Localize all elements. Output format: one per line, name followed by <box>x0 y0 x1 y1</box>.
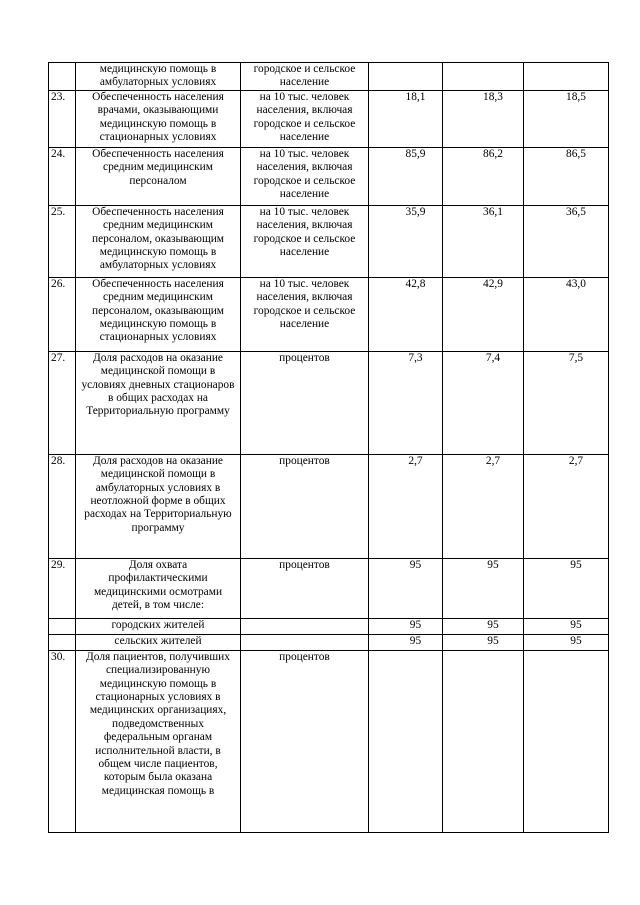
value-year-2 <box>443 650 524 832</box>
value-year-2: 2,7 <box>443 454 524 558</box>
table-row <box>49 147 609 205</box>
row-number: 24. <box>49 147 76 205</box>
value-year-3: 2,7 <box>524 454 609 558</box>
unit-of-measure <box>241 618 369 634</box>
unit-of-measure: процентов <box>241 558 369 618</box>
indicator-name: Обеспеченность населения средним медицинским персоналом, оказывающим медицинскую помощь в амбулаторных условиях <box>76 205 241 277</box>
table-row <box>49 618 609 634</box>
indicator-name: Доля расходов на оказание медицинской помощи в условиях дневных стационаров в общих расходах на Территориальную программу <box>76 351 241 454</box>
indicator-name: городских жителей <box>76 618 241 634</box>
value-year-2: 7,4 <box>443 351 524 454</box>
row-number <box>49 618 76 634</box>
indicator-name: Доля пациентов, получивших специализированную медицинскую помощь в стационарных условиях в медицинских организациях, подведомственных федеральным органам исполнительной власти, в общем числе пациентов, которым была оказана медицинская помощь в <box>76 650 241 832</box>
value-year-3: 7,5 <box>524 351 609 454</box>
value-year-2: 86,2 <box>443 147 524 205</box>
table-row <box>49 205 609 277</box>
unit-of-measure <box>241 634 369 650</box>
row-number: 28. <box>49 454 76 558</box>
table-row <box>49 351 609 454</box>
table-row <box>49 634 609 650</box>
value-year-1: 95 <box>369 634 443 650</box>
row-number: 30. <box>49 650 76 832</box>
indicator-name: сельских жителей <box>76 634 241 650</box>
value-year-1: 7,3 <box>369 351 443 454</box>
unit-of-measure: на 10 тыс. человек населения, включая городское и сельское население <box>241 205 369 277</box>
value-year-3: 18,5 <box>524 90 609 147</box>
table-row <box>49 454 609 558</box>
value-year-1: 18,1 <box>369 90 443 147</box>
indicator-name: Обеспеченность населения врачами, оказывающими медицинскую помощь в стационарных условиях <box>76 90 241 147</box>
value-year-2: 95 <box>443 618 524 634</box>
table-row <box>49 90 609 147</box>
indicator-name: Обеспеченность населения средним медицинским персоналом, оказывающим медицинскую помощь в стационарных условиях <box>76 277 241 351</box>
table-body <box>49 63 609 833</box>
unit-of-measure: процентов <box>241 454 369 558</box>
value-year-1: 95 <box>369 618 443 634</box>
value-year-3 <box>524 650 609 832</box>
value-year-3: 95 <box>524 634 609 650</box>
row-number: 25. <box>49 205 76 277</box>
value-year-3 <box>524 63 609 91</box>
unit-of-measure: городское и сельское население <box>241 63 369 91</box>
value-year-2: 18,3 <box>443 90 524 147</box>
indicator-name: Доля расходов на оказание медицинской помощи в амбулаторных условиях в неотложной форме в общих расходах на Территориальную программу <box>76 454 241 558</box>
value-year-1: 95 <box>369 558 443 618</box>
value-year-1: 35,9 <box>369 205 443 277</box>
value-year-1: 42,8 <box>369 277 443 351</box>
value-year-2: 95 <box>443 634 524 650</box>
table-row <box>49 650 609 832</box>
unit-of-measure: на 10 тыс. человек населения, включая городское и сельское население <box>241 147 369 205</box>
indicators-table <box>48 62 609 833</box>
value-year-3: 86,5 <box>524 147 609 205</box>
unit-of-measure: процентов <box>241 351 369 454</box>
row-number <box>49 634 76 650</box>
value-year-1 <box>369 650 443 832</box>
value-year-2: 95 <box>443 558 524 618</box>
value-year-3: 95 <box>524 618 609 634</box>
table-row <box>49 558 609 618</box>
value-year-1: 2,7 <box>369 454 443 558</box>
row-number: 29. <box>49 558 76 618</box>
indicator-name: Обеспеченность населения средним медицинским персоналом <box>76 147 241 205</box>
value-year-3: 36,5 <box>524 205 609 277</box>
unit-of-measure: на 10 тыс. человек населения, включая городское и сельское население <box>241 277 369 351</box>
value-year-2: 42,9 <box>443 277 524 351</box>
indicator-name: медицинскую помощь в амбулаторных условиях <box>76 63 241 91</box>
value-year-3: 95 <box>524 558 609 618</box>
unit-of-measure: процентов <box>241 650 369 832</box>
row-number <box>49 63 76 91</box>
value-year-2 <box>443 63 524 91</box>
table-row <box>49 63 609 91</box>
value-year-1: 85,9 <box>369 147 443 205</box>
indicator-name: Доля охвата профилактическими медицинскими осмотрами детей, в том числе: <box>76 558 241 618</box>
value-year-1 <box>369 63 443 91</box>
table-row <box>49 277 609 351</box>
row-number: 23. <box>49 90 76 147</box>
value-year-2: 36,1 <box>443 205 524 277</box>
unit-of-measure: на 10 тыс. человек населения, включая городское и сельское население <box>241 90 369 147</box>
row-number: 26. <box>49 277 76 351</box>
value-year-3: 43,0 <box>524 277 609 351</box>
row-number: 27. <box>49 351 76 454</box>
